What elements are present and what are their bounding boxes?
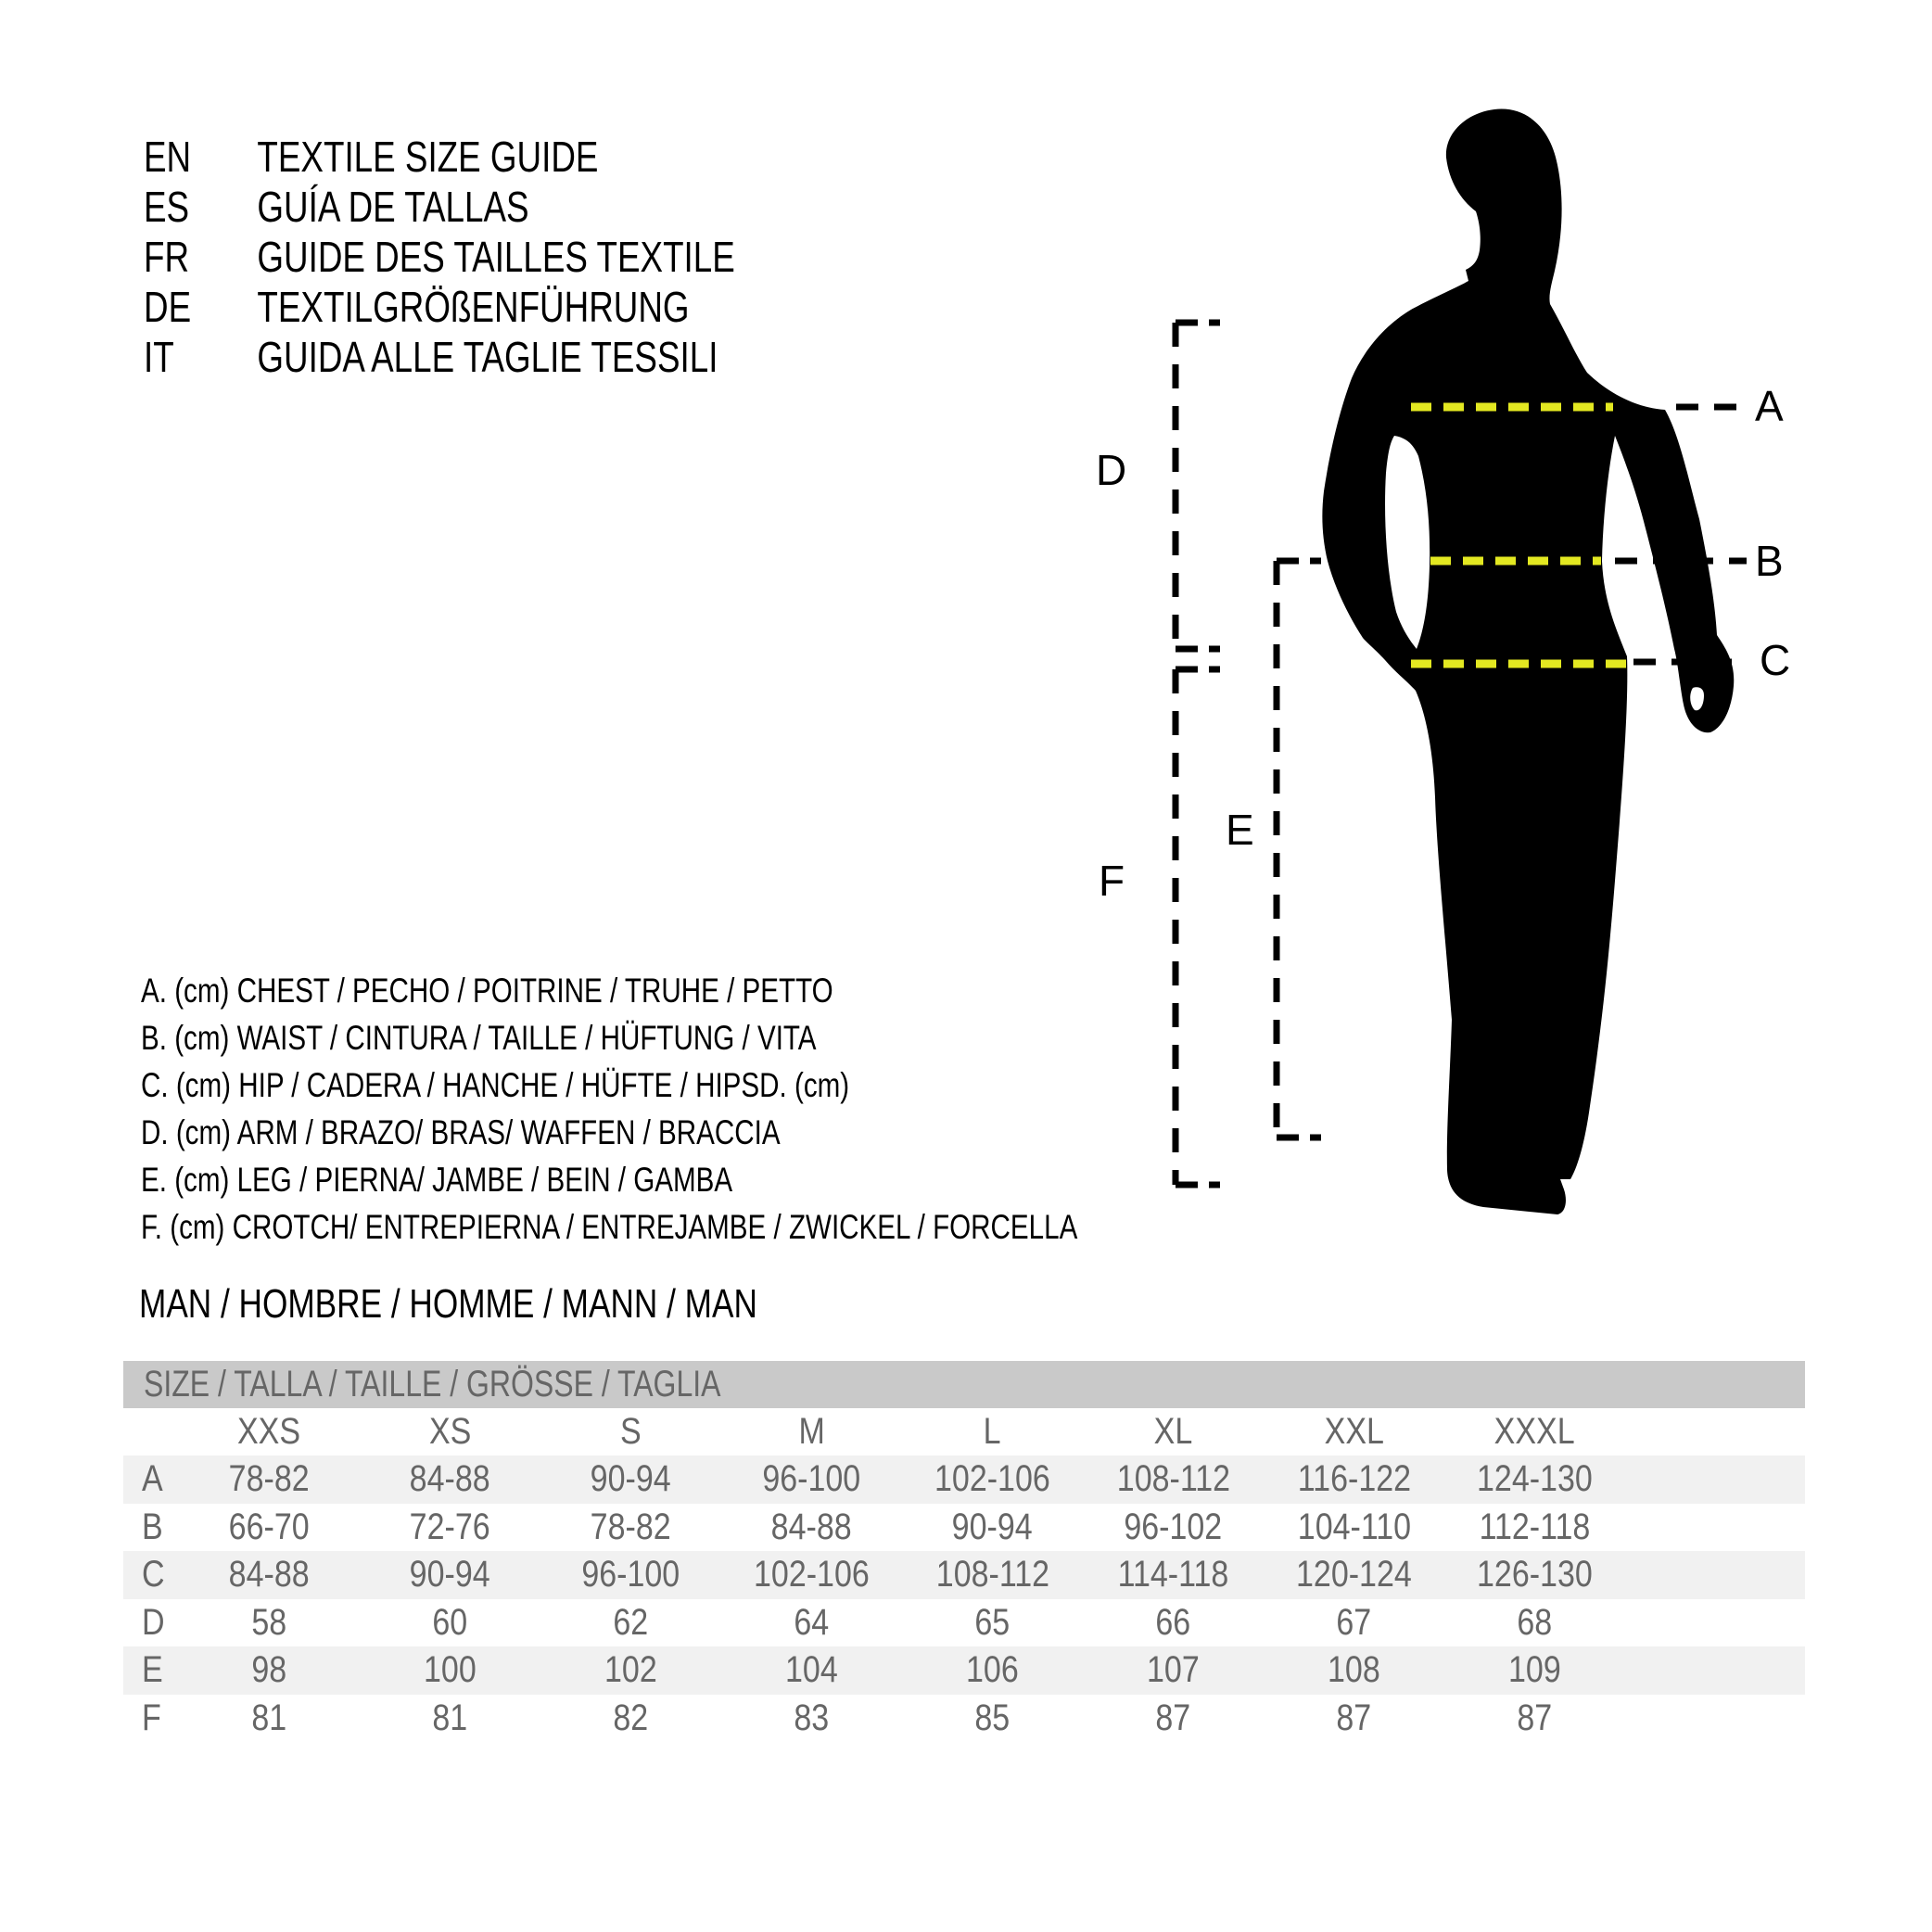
size-value-cell bbox=[1264, 1649, 1444, 1691]
table-row bbox=[123, 1551, 1805, 1599]
legend-line-leg: E. (cm) LEG / PIERNA/ JAMBE / BEIN / GAMBA bbox=[141, 1161, 733, 1199]
column-header bbox=[360, 1411, 540, 1453]
row-label-cell bbox=[123, 1554, 179, 1595]
size-value-cell bbox=[540, 1554, 721, 1595]
size-value: 102 bbox=[604, 1649, 657, 1691]
legend-line-chest: A. (cm) CHEST / PECHO / POITRINE / TRUHE / PETTO bbox=[141, 972, 833, 1010]
language-code: IT bbox=[144, 333, 174, 381]
size-value: 124-130 bbox=[1477, 1458, 1593, 1500]
size-value: 90-94 bbox=[591, 1458, 671, 1500]
size-value: 66 bbox=[1155, 1601, 1191, 1643]
table-row bbox=[123, 1646, 1805, 1695]
size-value-cell bbox=[902, 1697, 1083, 1739]
column-header bbox=[721, 1411, 902, 1453]
guide-title: GUÍA DE TALLAS bbox=[257, 183, 529, 231]
size-value: 102-106 bbox=[754, 1554, 870, 1595]
column-header bbox=[540, 1411, 721, 1453]
size-value: 81 bbox=[432, 1697, 468, 1738]
size-value-cell bbox=[179, 1458, 360, 1500]
column-header-label: L bbox=[984, 1411, 1001, 1452]
size-value-cell bbox=[1083, 1554, 1264, 1595]
size-value-cell bbox=[1264, 1602, 1444, 1644]
size-value-cell bbox=[1264, 1458, 1444, 1500]
guide-title: GUIDE DES TAILLES TEXTILE bbox=[257, 233, 735, 281]
column-header bbox=[1083, 1411, 1264, 1453]
language-code: ES bbox=[144, 183, 190, 231]
row-label: E bbox=[142, 1649, 163, 1691]
size-value-cell bbox=[1444, 1458, 1625, 1500]
size-value-cell bbox=[721, 1554, 902, 1595]
size-value-cell bbox=[1444, 1506, 1625, 1548]
size-value: 83 bbox=[794, 1697, 830, 1738]
row-label: D bbox=[142, 1601, 165, 1643]
size-value-cell bbox=[540, 1697, 721, 1739]
legend-line-crotch: F. (cm) CROTCH/ ENTREPIERNA / ENTREJAMBE / ZWICKEL / FORCELLA bbox=[141, 1208, 1078, 1246]
table-row bbox=[123, 1695, 1805, 1743]
size-value: 104-110 bbox=[1297, 1506, 1411, 1547]
column-header-label: S bbox=[620, 1411, 642, 1452]
size-value: 68 bbox=[1517, 1601, 1553, 1643]
size-value-cell bbox=[360, 1554, 540, 1595]
column-header-label: XS bbox=[428, 1411, 472, 1452]
size-value-cell bbox=[179, 1697, 360, 1739]
size-value: 65 bbox=[974, 1601, 1010, 1643]
size-value: 106 bbox=[966, 1649, 1019, 1691]
crotch-measure-label: F bbox=[1099, 857, 1125, 905]
table-row bbox=[123, 1504, 1805, 1552]
guide-title: TEXTILGRÖßENFÜHRUNG bbox=[257, 283, 690, 331]
waist-measure-label: B bbox=[1755, 537, 1784, 585]
size-value-cell bbox=[360, 1697, 540, 1739]
row-label: C bbox=[142, 1554, 165, 1595]
size-value-cell bbox=[540, 1458, 721, 1500]
size-value-cell bbox=[1264, 1554, 1444, 1595]
language-code: EN bbox=[144, 133, 192, 181]
row-label-cell bbox=[123, 1602, 179, 1644]
chest-measure-label: A bbox=[1755, 382, 1784, 430]
size-value: 120-124 bbox=[1296, 1554, 1412, 1595]
size-value: 64 bbox=[794, 1601, 830, 1643]
size-value-cell bbox=[1444, 1602, 1625, 1644]
column-header-label: XL bbox=[1153, 1411, 1193, 1452]
size-value-cell bbox=[360, 1602, 540, 1644]
legend-line-waist: B. (cm) WAIST / CINTURA / TAILLE / HÜFTUNG / VITA bbox=[141, 1019, 817, 1057]
size-value-cell bbox=[360, 1506, 540, 1548]
legend-line-arm: D. (cm) ARM / BRAZO/ BRAS/ WAFFEN / BRACCIA bbox=[141, 1113, 781, 1151]
arm-measure-label: D bbox=[1096, 446, 1127, 494]
size-value-cell bbox=[721, 1649, 902, 1691]
size-value-cell bbox=[360, 1458, 540, 1500]
size-value-cell bbox=[540, 1649, 721, 1691]
size-value: 126-130 bbox=[1477, 1554, 1593, 1595]
column-header-label: XXL bbox=[1324, 1411, 1384, 1452]
size-value-cell bbox=[360, 1649, 540, 1691]
size-value-cell bbox=[1083, 1649, 1264, 1691]
size-value: 72-76 bbox=[410, 1506, 490, 1547]
size-value: 96-100 bbox=[581, 1554, 680, 1595]
size-value: 87 bbox=[1336, 1697, 1372, 1738]
size-value: 112-118 bbox=[1479, 1506, 1591, 1547]
size-value-cell bbox=[902, 1506, 1083, 1548]
size-table-header-bar bbox=[123, 1361, 1805, 1408]
size-value: 104 bbox=[785, 1649, 838, 1691]
size-value: 84-88 bbox=[771, 1506, 852, 1547]
table-row bbox=[123, 1455, 1805, 1504]
size-value-cell bbox=[1083, 1506, 1264, 1548]
size-value-cell bbox=[721, 1602, 902, 1644]
column-header bbox=[1264, 1411, 1444, 1453]
size-value: 78-82 bbox=[591, 1506, 671, 1547]
size-value-cell bbox=[721, 1458, 902, 1500]
size-value-cell bbox=[1444, 1697, 1625, 1739]
size-value-cell bbox=[902, 1649, 1083, 1691]
size-value-cell bbox=[179, 1506, 360, 1548]
size-value-cell bbox=[902, 1458, 1083, 1500]
column-header bbox=[1444, 1411, 1625, 1453]
size-value-cell bbox=[1444, 1649, 1625, 1691]
size-value: 90-94 bbox=[410, 1554, 490, 1595]
size-value: 81 bbox=[251, 1697, 287, 1738]
column-header-label: XXXL bbox=[1494, 1411, 1575, 1452]
size-value-cell bbox=[1264, 1697, 1444, 1739]
size-value-cell bbox=[721, 1506, 902, 1548]
size-value-cell bbox=[179, 1649, 360, 1691]
size-value: 84-88 bbox=[229, 1554, 310, 1595]
size-value-cell bbox=[1444, 1554, 1625, 1595]
size-value: 114-118 bbox=[1117, 1554, 1229, 1595]
size-value: 109 bbox=[1508, 1649, 1561, 1691]
category-line: MAN / HOMBRE / HOMME / MANN / MAN bbox=[139, 1281, 757, 1327]
hip-measure-label: C bbox=[1760, 636, 1791, 684]
size-value-cell bbox=[540, 1602, 721, 1644]
leg-measure-label: E bbox=[1226, 806, 1254, 854]
row-label-cell bbox=[123, 1506, 179, 1548]
size-value: 85 bbox=[974, 1697, 1010, 1738]
guide-title: TEXTILE SIZE GUIDE bbox=[257, 133, 599, 181]
size-table-rows bbox=[123, 1455, 1805, 1742]
size-value: 87 bbox=[1155, 1697, 1191, 1738]
size-value-cell bbox=[540, 1506, 721, 1548]
size-value: 66-70 bbox=[229, 1506, 310, 1547]
size-table bbox=[123, 1361, 1805, 1742]
language-code: FR bbox=[144, 233, 190, 281]
size-value-cell bbox=[902, 1554, 1083, 1595]
legend-line-hip: C. (cm) HIP / CADERA / HANCHE / HÜFTE / HIPSD. (cm) bbox=[141, 1066, 850, 1104]
row-label: A bbox=[142, 1458, 163, 1500]
size-table-columns-row bbox=[123, 1408, 1805, 1455]
size-value-cell bbox=[721, 1697, 902, 1739]
size-value: 96-100 bbox=[762, 1458, 861, 1500]
size-value: 58 bbox=[251, 1601, 287, 1643]
size-value: 98 bbox=[251, 1649, 287, 1691]
size-value: 108-112 bbox=[935, 1554, 1049, 1595]
size-value: 102-106 bbox=[934, 1458, 1050, 1500]
row-label: F bbox=[142, 1697, 161, 1738]
size-value: 87 bbox=[1517, 1697, 1553, 1738]
size-value: 116-122 bbox=[1297, 1458, 1411, 1500]
size-value-cell bbox=[1083, 1458, 1264, 1500]
size-value: 84-88 bbox=[410, 1458, 490, 1500]
size-value: 96-102 bbox=[1124, 1506, 1223, 1547]
size-value-cell bbox=[1083, 1697, 1264, 1739]
size-table-header-text: SIZE / TALLA / TAILLE / GRÖSSE / TAGLIA bbox=[144, 1364, 721, 1405]
column-header-label: M bbox=[798, 1411, 825, 1452]
size-value-cell bbox=[179, 1602, 360, 1644]
size-value: 90-94 bbox=[952, 1506, 1033, 1547]
size-value: 108-112 bbox=[1116, 1458, 1230, 1500]
size-value-cell bbox=[1264, 1506, 1444, 1548]
size-value: 60 bbox=[432, 1601, 468, 1643]
size-value: 82 bbox=[613, 1697, 649, 1738]
column-header bbox=[179, 1411, 360, 1453]
size-value: 78-82 bbox=[229, 1458, 310, 1500]
table-row bbox=[123, 1599, 1805, 1647]
row-label: B bbox=[142, 1506, 163, 1547]
language-code: DE bbox=[144, 283, 192, 331]
size-value: 108 bbox=[1328, 1649, 1380, 1691]
row-label-cell bbox=[123, 1649, 179, 1691]
size-value-cell bbox=[179, 1554, 360, 1595]
column-header bbox=[902, 1411, 1083, 1453]
guide-title: GUIDA ALLE TAGLIE TESSILI bbox=[257, 333, 718, 381]
size-value-cell bbox=[902, 1602, 1083, 1644]
column-header-label: XXS bbox=[237, 1411, 301, 1452]
row-label-cell bbox=[123, 1458, 179, 1500]
size-value-cell bbox=[1083, 1602, 1264, 1644]
size-value: 67 bbox=[1336, 1601, 1372, 1643]
size-value: 100 bbox=[424, 1649, 477, 1691]
size-value: 62 bbox=[613, 1601, 649, 1643]
size-value: 107 bbox=[1147, 1649, 1200, 1691]
row-label-cell bbox=[123, 1697, 179, 1739]
